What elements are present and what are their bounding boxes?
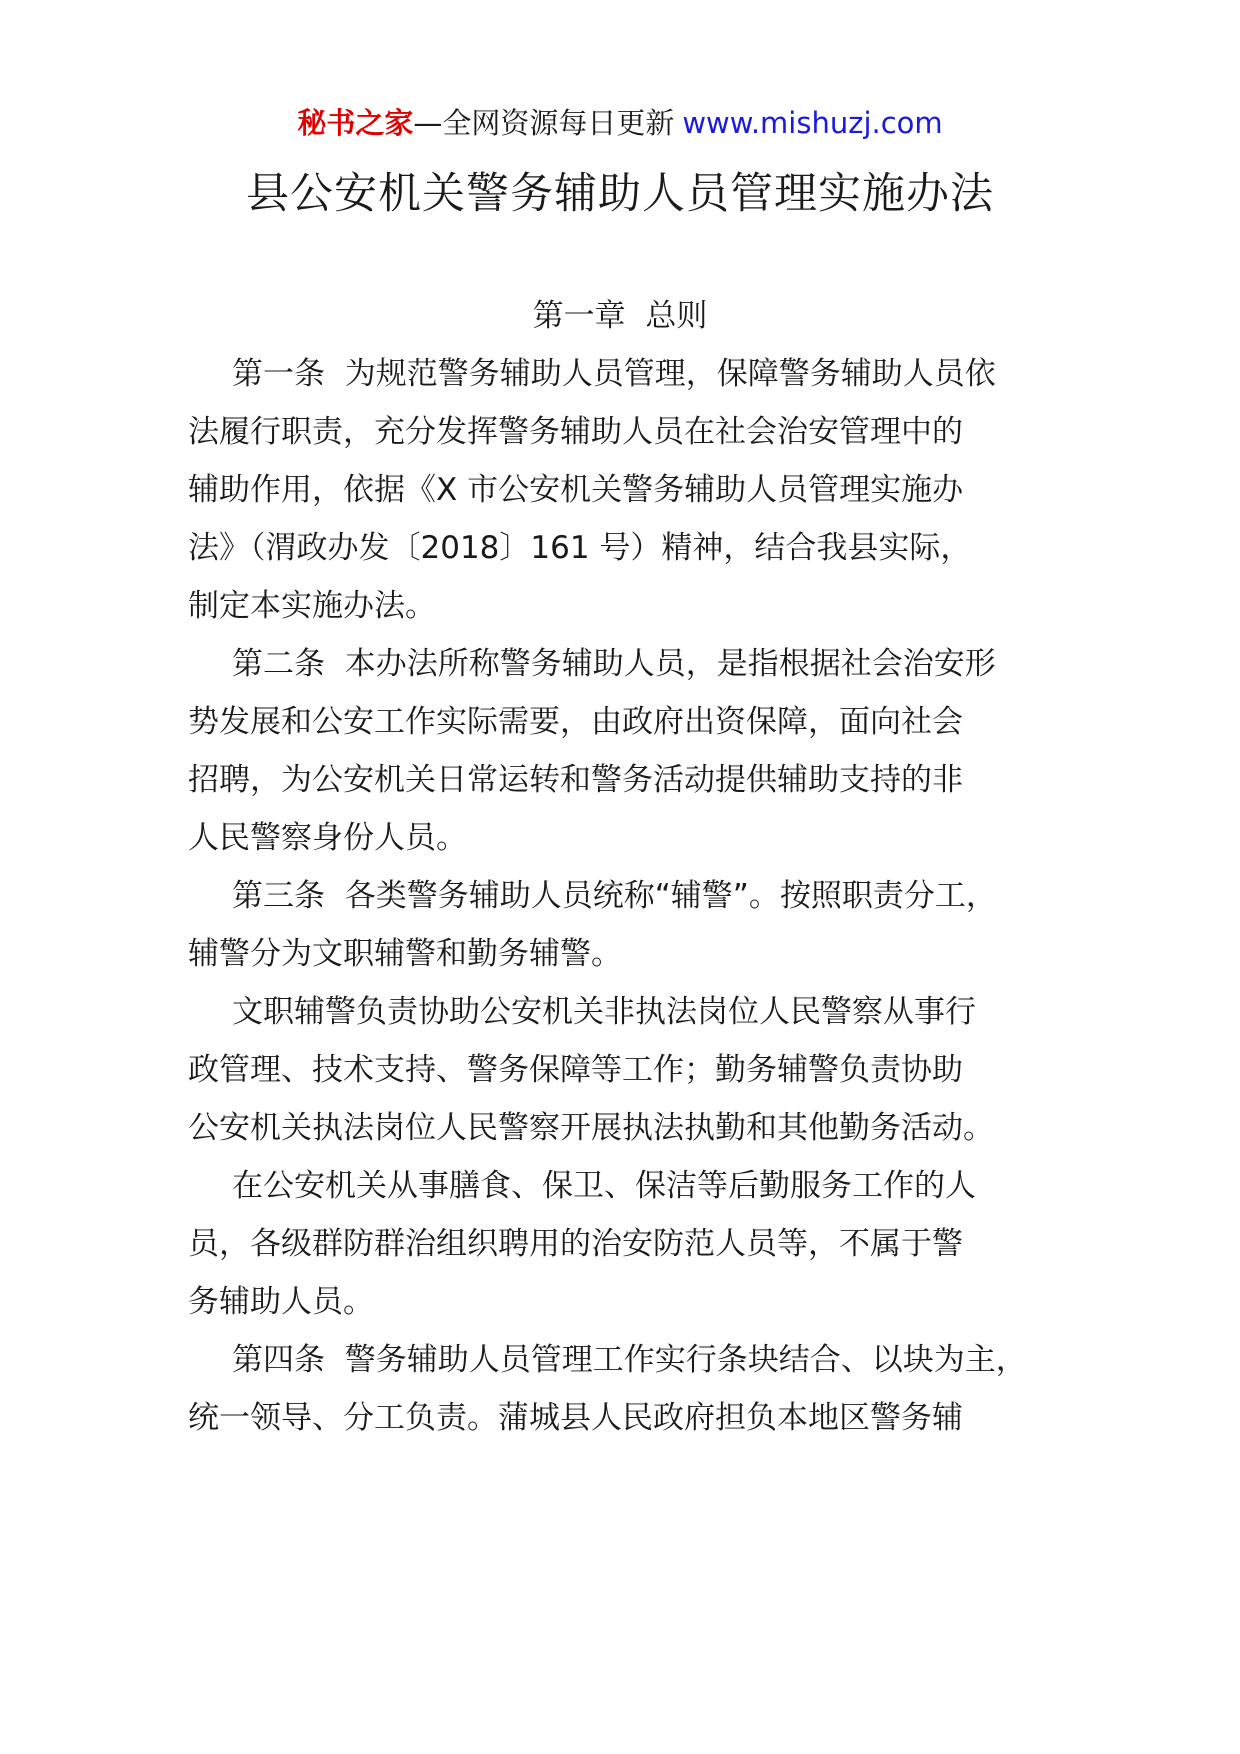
body-line: 统一领导、分工负责。蒲城县人民政府担负本地区警务辅 (188, 1400, 963, 1436)
body-line: 员，各级群防群治组织聘用的治安防范人员等，不属于警 (188, 1226, 963, 1262)
body-line: 法履行职责，充分发挥警务辅助人员在社会治安管理中的 (188, 414, 963, 450)
body-line: 第二条 本办法所称警务辅助人员，是指根据社会治安形 (232, 646, 996, 682)
body-line: 文职辅警负责协助公安机关非执法岗位人民警察从事行 (232, 994, 976, 1030)
body-line: 在公安机关从事膳食、保卫、保洁等后勤服务工作的人 (232, 1168, 976, 1204)
body-line: 制定本实施办法。 (188, 588, 436, 624)
document-title: 县公安机关警务辅助人员管理实施办法 (246, 169, 994, 219)
body-line: 第一条 为规范警务辅助人员管理，保障警务辅助人员依 (232, 356, 996, 392)
body-line: 政管理、技术支持、警务保障等工作；勤务辅警负责协助 (188, 1052, 963, 1088)
body-line: 辅警分为文职辅警和勤务辅警。 (188, 936, 622, 972)
chapter-heading: 第一章 总则 (532, 298, 708, 334)
site-header (0, 102, 1240, 144)
body-line: 人民警察身份人员。 (188, 820, 467, 856)
body-line: 辅助作用，依据《X 市公安机关警务辅助人员管理实施办 (188, 472, 964, 508)
body-line: 招聘，为公安机关日常运转和警务活动提供辅助支持的非 (188, 762, 963, 798)
header-tagline: —全网资源每日更新 (413, 106, 675, 140)
body-line: 法》（渭政办发〔2018〕161 号）精神，结合我县实际， (188, 530, 972, 566)
body-line: 公安机关执法岗位人民警察开展执法执勤和其他勤务活动。 (188, 1110, 994, 1146)
body-line: 第三条 各类警务辅助人员统称“辅警”。按照职责分工， (232, 878, 997, 914)
body-line: 务辅助人员。 (188, 1284, 374, 1320)
body-line: 势发展和公安工作实际需要，由政府出资保障，面向社会 (188, 704, 963, 740)
site-url-link[interactable]: www.mishuzj.com (682, 106, 943, 140)
body-line: 第四条 警务辅助人员管理工作实行条块结合、以块为主， (232, 1342, 1027, 1378)
brand-name: 秘书之家 (297, 106, 414, 140)
